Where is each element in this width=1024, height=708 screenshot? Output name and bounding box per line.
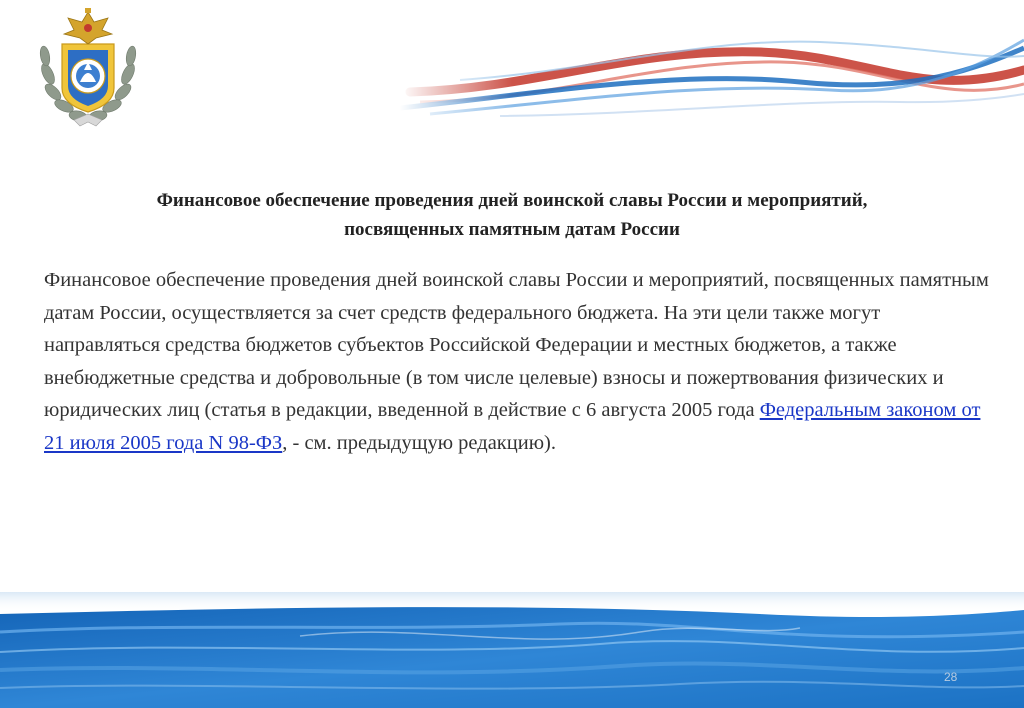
body-paragraph [44,264,994,460]
slide-title-line1: Финансовое обеспечение проведения дней воинской славы России и мероприятий, [156,190,868,211]
body-tail: , - см. предыдущую редакцию). [282,431,556,454]
military-academy-emblem-icon [36,4,140,128]
bottom-wave-band [0,592,1024,708]
body-text: Финансовое обеспечение проведения дней воинской славы России и мероприятий, посвященных памятным датам России, осуществляется за счет средств федерального бюджета. На эти цели также могут направляться средства бюджетов субъектов Российской Федерации и местных бюджетов, а также внебюджетные средства и добровольные (в том числе целевые) взносы и пожертвования физических и юридических лиц (статья в редакции, введенной в действие с 6 августа 2005 года [44,269,989,422]
slide-title [60,186,964,244]
slide-title-line2: посвященных памятным датам России [344,219,680,240]
top-wave-decoration [400,30,1024,120]
page-number: 28 [944,670,958,684]
federal-law-link[interactable]: Федеральным законом от 21 июля 2005 года N 98-ФЗ [44,399,981,454]
